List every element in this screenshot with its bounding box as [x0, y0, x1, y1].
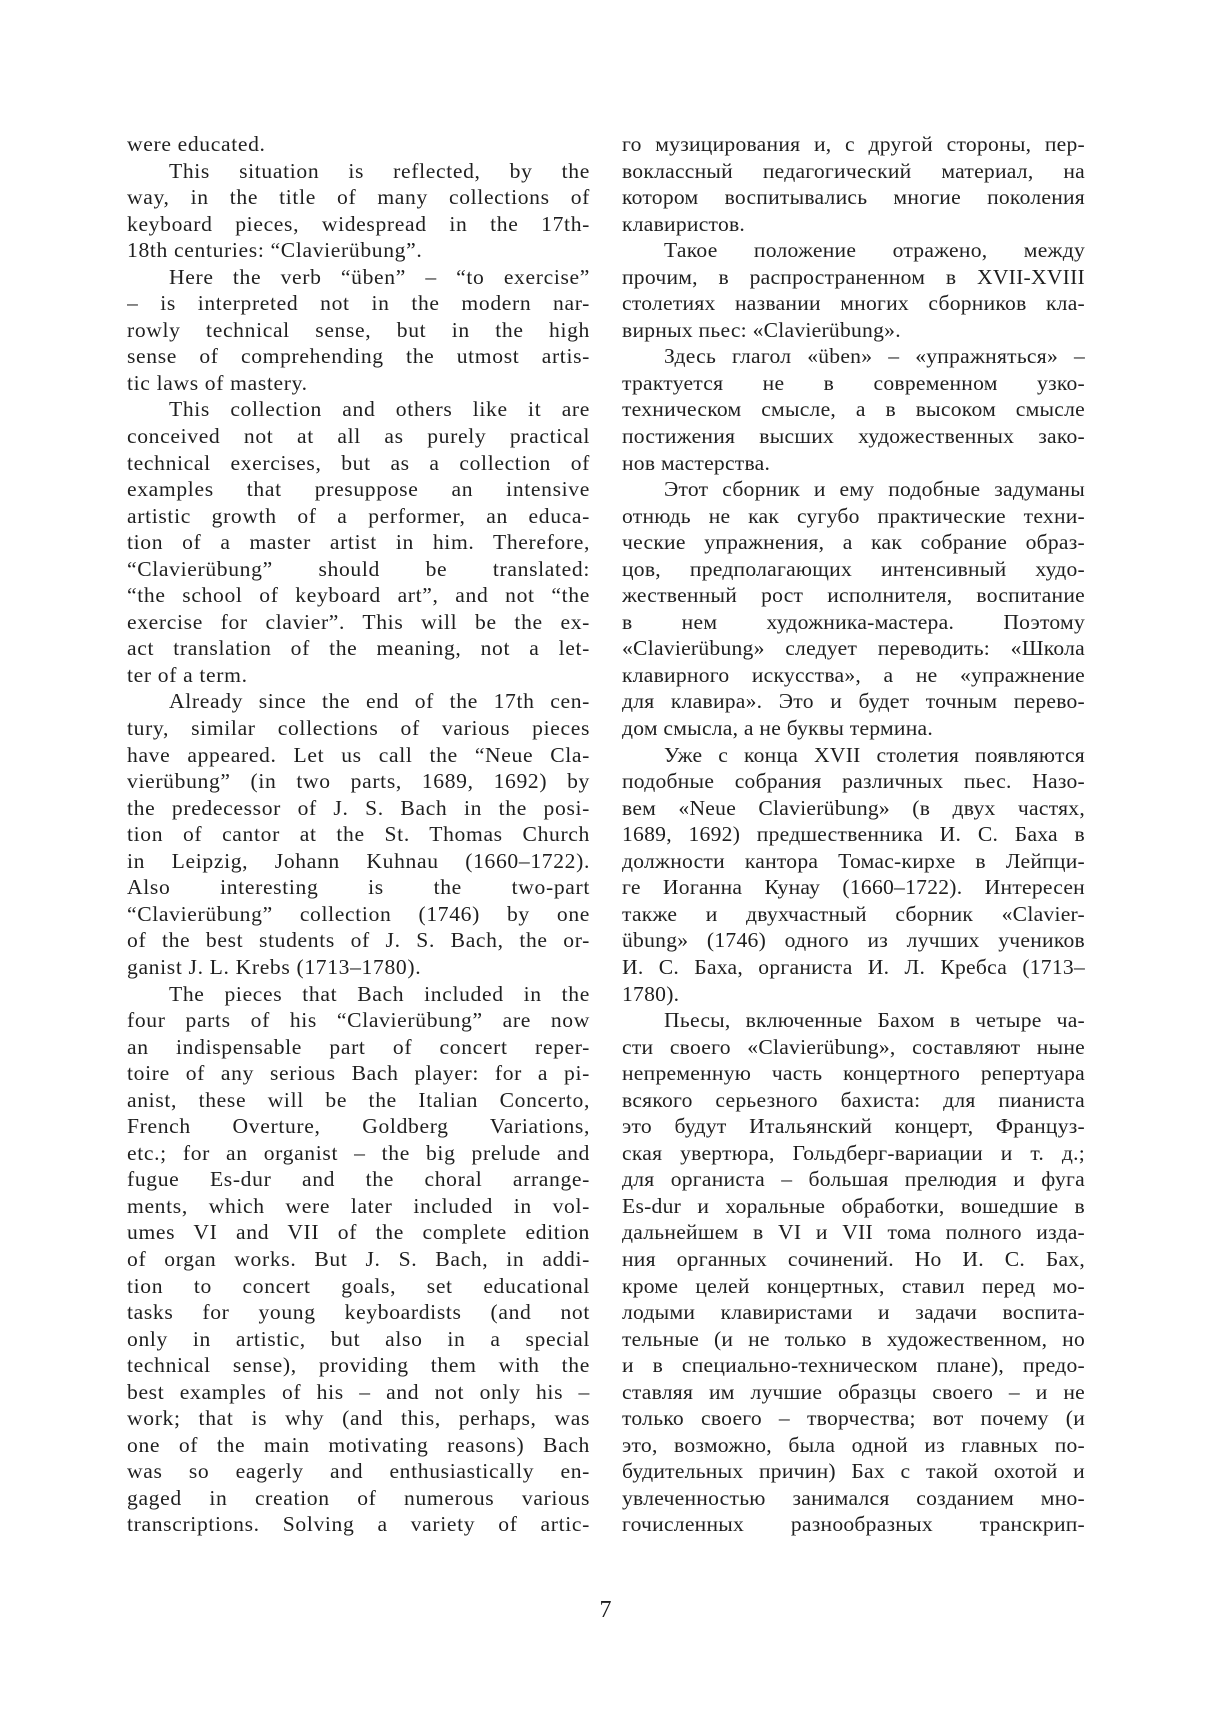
text-line: ческие упражнения, а как собрание образ- — [622, 530, 1085, 555]
text-line: только своего – творчества; вот почему (и — [622, 1406, 1085, 1431]
text-line: цов, предполагающих интенсивный худо- — [622, 556, 1085, 581]
text-line: Уже с конца XVII столетия появляются — [664, 742, 1085, 767]
text-line: act translation of the meaning, not a let- — [127, 636, 590, 661]
text-line: увлеченностью занимался созданием мно- — [622, 1485, 1085, 1510]
text-line: “Clavierübung” should be translated: — [127, 556, 590, 581]
text-line: way, in the title of many collections of — [127, 185, 590, 210]
text-line: всякого серьезного бахиста: для пианиста — [622, 1087, 1085, 1112]
text-line: кроме целей концертных, ставил перед мо- — [622, 1273, 1085, 1298]
text-line: ments, which were later included in vol- — [127, 1193, 590, 1218]
text-line: Already since the end of the 17th cen- — [169, 689, 590, 714]
text-line: anist, these will be the Italian Concerto, — [127, 1087, 590, 1112]
text-line: technical exercises, but as a collection of — [127, 450, 590, 475]
text-line: Пьесы, включенные Бахом в четыре ча- — [664, 1008, 1085, 1033]
text-line: This collection and others like it are — [169, 397, 590, 422]
text-line: vierübung” (in two parts, 1689, 1692) by — [127, 769, 590, 794]
text-line: тельные (и не только в художественном, но — [622, 1326, 1085, 1351]
text-line: have appeared. Let us call the “Neue Cla- — [127, 742, 590, 767]
text-line: Такое положение отражено, между — [664, 238, 1085, 263]
text-line: transcriptions. Solving a variety of artic- — [127, 1512, 590, 1537]
text-line: 18th centuries: “Clavierübung”. — [127, 238, 423, 263]
text-line: котором воспитывались многие поколения — [622, 185, 1085, 210]
text-line: tury, similar collections of various pieces — [127, 716, 590, 741]
text-line: это будут Итальянский концерт, Француз- — [622, 1114, 1085, 1139]
text-line: tion of cantor at the St. Thomas Church — [127, 822, 590, 847]
text-line: гочисленных разнообразных транскрип- — [622, 1512, 1085, 1537]
text-line: нов мастерства. — [622, 450, 771, 475]
text-line: tic laws of mastery. — [127, 370, 308, 395]
text-line: fugue Es-dur and the choral arrange- — [127, 1167, 590, 1192]
text-line: ставляя им лучшие образцы своего – и не — [622, 1379, 1085, 1404]
text-line: sense of comprehending the utmost artis- — [127, 344, 590, 369]
text-line: будительных причин) Бах с такой охотой и — [622, 1459, 1085, 1484]
text-line: для органиста – большая прелюдия и фуга — [622, 1167, 1085, 1192]
text-line: only in artistic, but also in a special — [127, 1326, 590, 1351]
text-line: ге Иоганна Кунау (1660–1722). Интересен — [622, 875, 1085, 900]
text-line: подобные собрания различных пьес. Назо- — [622, 769, 1085, 794]
text-line: клавирного искусства», а не «упражнение — [622, 662, 1085, 687]
text-line: rowly technical sense, but in the high — [127, 317, 590, 342]
text-line: Here the verb “üben” – “to exercise” — [169, 264, 590, 289]
text-line: Здесь глагол «üben» – «упражняться» – — [664, 344, 1085, 369]
text-line: This situation is reflected, by the — [169, 158, 590, 183]
text-line: также и двухчастный сборник «Clavier- — [622, 901, 1085, 926]
text-line: в нем художника-мастера. Поэтому — [622, 609, 1085, 634]
text-line: of organ works. But J. S. Bach, in addi- — [127, 1246, 590, 1271]
text-line: должности кантора Томас-кирхе в Лейпци- — [622, 848, 1085, 873]
text-line: tion of a master artist in him. Therefore, — [127, 530, 590, 555]
text-line: ter of a term. — [127, 662, 248, 687]
text-line: tion to concert goals, set educational — [127, 1273, 590, 1298]
text-line: жественный рост исполнителя, воспитание — [622, 583, 1085, 608]
text-line: tasks for young keyboardists (and not — [127, 1300, 590, 1325]
text-line: воклассный педагогический материал, на — [622, 158, 1085, 183]
text-line: artistic growth of a performer, an educa- — [127, 503, 590, 528]
text-line: “Clavierübung” collection (1746) by one — [127, 901, 590, 926]
text-line: was so eagerly and enthusiastically en- — [127, 1459, 590, 1484]
text-line: ская увертюра, Гольдберг-вариации и т. д.; — [622, 1140, 1085, 1165]
text-line: toire of any serious Bach player: for a pi- — [127, 1061, 590, 1086]
text-line: дом смысла, а не буквы термина. — [622, 716, 934, 741]
text-line: best examples of his – and not only his – — [127, 1379, 590, 1404]
text-line: etc.; for an organist – the big prelude and — [127, 1140, 590, 1165]
text-line: were educated. — [127, 132, 266, 156]
text-line: four parts of his “Clavierübung” are now — [127, 1008, 590, 1033]
text-line: 1689, 1692) предшественника И. С. Баха в — [622, 822, 1085, 847]
text-line: French Overture, Goldberg Variations, — [127, 1114, 590, 1139]
text-line: work; that is why (and this, perhaps, was — [127, 1406, 590, 1431]
text-line: – is interpreted not in the modern nar- — [127, 291, 590, 316]
text-line: непременную часть концертного репертуара — [622, 1061, 1085, 1086]
text-line: это, возможно, была одной из главных по- — [622, 1432, 1085, 1457]
text-line: umes VI and VII of the complete edition — [127, 1220, 590, 1245]
text-line: The pieces that Bach included in the — [169, 981, 590, 1006]
text-line: прочим, в распространенном в XVII-XVIII — [622, 264, 1085, 289]
text-line: и в специально-техническом плане), предо- — [622, 1353, 1085, 1378]
text-line: И. С. Баха, органиста И. Л. Кребса (1713– — [622, 954, 1085, 979]
text-line: übung» (1746) одного из лучших учеников — [622, 928, 1085, 953]
text-line: го музицирования и, с другой стороны, пер- — [622, 132, 1085, 156]
text-line: «Clavierübung» следует переводить: «Школа — [622, 636, 1085, 661]
text-line: in Leipzig, Johann Kuhnau (1660–1722). — [127, 848, 590, 873]
russian-column — [622, 131, 1085, 1538]
text-line: отнюдь не как сугубо практические техни- — [622, 503, 1085, 528]
text-line: gaged in creation of numerous various — [127, 1485, 590, 1510]
text-line: техническом смысле, а в высоком смысле — [622, 397, 1085, 422]
text-line: ния органных сочинений. Но И. С. Бах, — [622, 1246, 1085, 1271]
text-line: Es-dur и хоральные обработки, вошедшие в — [622, 1193, 1085, 1218]
text-line: keyboard pieces, widespread in the 17th- — [127, 211, 590, 236]
text-line: 1780). — [622, 981, 680, 1006]
text-line: для клавира». Это и будет точным перево- — [622, 689, 1085, 714]
text-line: столетиях названии многих сборников кла- — [622, 291, 1085, 316]
text-line: an indispensable part of concert reper- — [127, 1034, 590, 1059]
text-line: the predecessor of J. S. Bach in the posi- — [127, 795, 590, 820]
text-line: клавиристов. — [622, 211, 746, 236]
text-line: examples that presuppose an intensive — [127, 477, 590, 502]
text-line: conceived not at all as purely practical — [127, 424, 590, 449]
english-column — [127, 131, 590, 1538]
page-number: 7 — [599, 1597, 612, 1623]
text-line: “the school of keyboard art”, and not “the — [127, 583, 590, 608]
text-line: вем «Neue Clavierübung» (в двух частях, — [622, 795, 1085, 820]
text-line: Also interesting is the two-part — [127, 875, 590, 900]
text-line: дальнейшем в VI и VII тома полного изда- — [622, 1220, 1085, 1245]
text-line: постижения высших художественных зако- — [622, 424, 1085, 449]
text-line: of the best students of J. S. Bach, the or- — [127, 928, 590, 953]
text-line: one of the main motivating reasons) Bach — [127, 1432, 590, 1457]
text-line: ganist J. L. Krebs (1713–1780). — [127, 954, 422, 979]
text-line: трактуется не в современном узко- — [622, 370, 1085, 395]
text-line: вирных пьес: «Clavierübung». — [622, 317, 901, 342]
text-line: Этот сборник и ему подобные задуманы — [664, 477, 1085, 502]
text-line: exercise for clavier”. This will be the ex- — [127, 609, 590, 634]
text-line: сти своего «Clavierübung», составляют ныне — [622, 1034, 1085, 1059]
text-line: technical sense), providing them with the — [127, 1353, 590, 1378]
text-line: лодыми клавиристами и задачи воспита- — [622, 1300, 1085, 1325]
